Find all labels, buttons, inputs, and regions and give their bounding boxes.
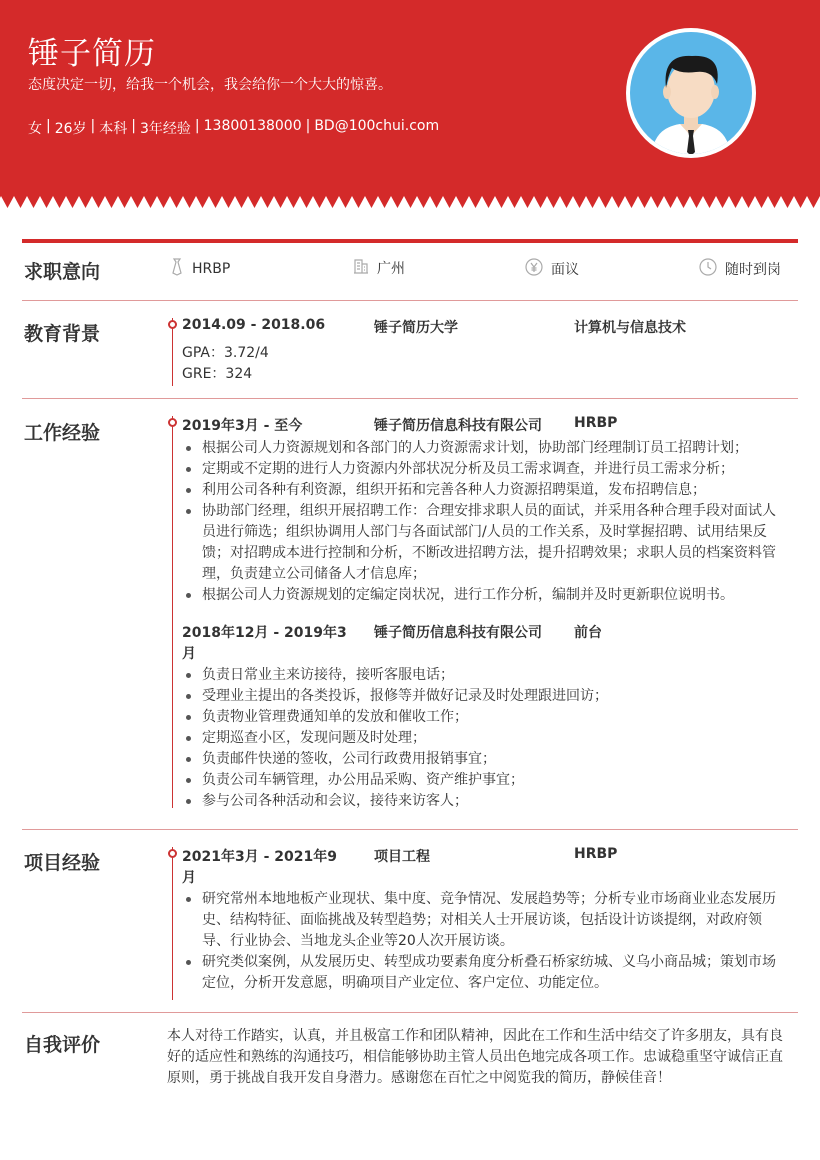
building-icon [353, 258, 369, 278]
timeline-line [172, 416, 173, 808]
list-item: 负责物业管理费通知单的发放和催收工作； [186, 707, 786, 728]
info-gender: 女 [28, 121, 42, 137]
avatar [626, 28, 756, 158]
info-separator: | [90, 118, 96, 134]
work2-duties [186, 665, 786, 812]
edu-gre: GRE：324 [182, 366, 253, 382]
project-role: HRBP [574, 846, 618, 862]
header-banner [0, 0, 820, 210]
list-item: 负责公司车辆管理，办公用品采购、资产维护事宜； [186, 770, 786, 791]
info-age: 26岁 [54, 121, 87, 137]
list-item: 定期巡查小区，发现问题及时处理； [186, 728, 786, 749]
timeline-dot [168, 320, 177, 329]
work2-date-cont: 月 [182, 646, 196, 662]
work1-date: 2019年3月 - 至今 [182, 418, 303, 434]
info-phone[interactable]: 13800138000 [203, 118, 302, 134]
work1-role: HRBP [574, 415, 618, 431]
intent-city [353, 258, 405, 278]
intent-availability [699, 258, 781, 280]
section-divider [22, 829, 798, 830]
list-item: 根据公司人力资源规划的定编定岗状况，进行工作分析，编制并及时更新职位说明书。 [186, 585, 786, 606]
work1-company: 锤子简历信息科技有限公司 [374, 418, 542, 434]
resume-motto: 态度决定一切，给我一个机会，我会给你一个大大的惊喜。 [28, 77, 392, 93]
section-title-work: 工作经验 [24, 422, 101, 444]
edu-major: 计算机与信息技术 [574, 320, 686, 336]
work2-role: 前台 [574, 625, 602, 641]
project-date-cont: 月 [182, 870, 196, 886]
section-title-project: 项目经验 [24, 852, 101, 874]
resume-title: 锤子简历 [28, 36, 156, 72]
intent-salary [525, 258, 579, 280]
list-item: 根据公司人力资源规划和各部门的人力资源需求计划，协助部门经理制订员工招聘计划； [186, 438, 786, 459]
work1-duties [186, 438, 786, 606]
info-separator: | [305, 118, 311, 134]
intent-city-label: 广州 [377, 261, 405, 277]
section-title-intent: 求职意向 [24, 261, 101, 283]
info-separator: | [131, 118, 136, 134]
timeline-dot [168, 418, 177, 427]
section-title-self: 自我评价 [24, 1034, 101, 1056]
basic-info [28, 118, 439, 138]
self-evaluation-text: 本人对待工作踏实，认真，并且极富工作和团队精神，因此在工作和生活中结交了许多朋友，具有良好的适应性和熟练的沟通技巧，相信能够协助主管人员出色地完成各项工作。忠诚稳重坚守诚信正直原则，勇于挑战自我开发自身潜力。感谢您在百忙之中阅览我的简历，静候佳音！ [167, 1028, 783, 1086]
list-item: 负责邮件快递的签收，公司行政费用报销事宜； [186, 749, 786, 770]
intent-salary-label: 面议 [551, 262, 579, 278]
list-item: 协助部门经理，组织开展招聘工作：合理安排求职人员的面试，并采用各种合理手段对面试人员进行筛选；组织协调用人部门与各面试部门/人员的工作关系，及时掌握招聘、试用结果反馈；对招聘成本进行控制和分析，不断改进招聘方法，提升招聘效果；求职人员的档案资料管理，负责建立公司储备人才信息库； [186, 501, 786, 585]
tie-icon [170, 258, 184, 280]
section-divider [22, 300, 798, 301]
timeline-line [172, 847, 173, 1000]
clock-icon [699, 258, 717, 280]
intent-position [170, 258, 230, 280]
info-experience: 3年经验 [139, 121, 191, 137]
list-item: 研究类似案例，从发展历史、转型成功要素角度分析叠石桥家纺城、义乌小商品城；策划市场定位，分析开发意愿，明确项目产业定位、客户定位、功能定位。 [186, 952, 786, 994]
list-item: 利用公司各种有利资源，组织开拓和完善各种人力资源招聘渠道，发布招聘信息； [186, 480, 786, 501]
list-item: 负责日常业主来访接待，接听客服电话； [186, 665, 786, 686]
avatar-person-icon [630, 32, 752, 154]
edu-date: 2014.09 - 2018.06 [182, 317, 326, 333]
work2-date: 2018年12月 - 2019年3 [182, 625, 347, 641]
list-item: 受理业主提出的各类投诉，报修等并做好记录及时处理跟进回访； [186, 686, 786, 707]
list-item: 研究常州本地地板产业现状、集中度、竞争情况、发展趋势等；分析专业市场商业业态发展历史、结构特征、面临挑战及转型趋势；对相关人士开展访谈，包括设计访谈提纲，对政府领导、行业协会、当地龙头企业等20人次开展访谈。 [186, 889, 786, 952]
list-item: 参与公司各种活动和会议，接待来访客人； [186, 791, 786, 812]
section-divider [22, 1012, 798, 1013]
info-email[interactable]: BD@100chui.com [314, 118, 440, 134]
yuan-icon [525, 258, 543, 280]
top-rule [22, 239, 798, 243]
list-item: 定期或不定期的进行人力资源内外部状况分析及员工需求调查，并进行员工需求分析； [186, 459, 786, 480]
section-title-education: 教育背景 [24, 323, 101, 345]
project-name: 项目工程 [374, 849, 430, 865]
work2-company: 锤子简历信息科技有限公司 [374, 625, 542, 641]
info-separator: | [46, 118, 51, 134]
intent-availability-label: 随时到岗 [725, 262, 781, 278]
intent-position-label: HRBP [192, 261, 231, 277]
info-separator: | [194, 118, 200, 134]
project-date: 2021年3月 - 2021年9 [182, 849, 337, 865]
section-divider [22, 398, 798, 399]
info-degree: 本科 [99, 121, 128, 137]
timeline-dot [168, 849, 177, 858]
project-duties [186, 889, 786, 994]
edu-gpa: GPA：3.72/4 [182, 345, 269, 361]
edu-school: 锤子简历大学 [374, 320, 458, 336]
